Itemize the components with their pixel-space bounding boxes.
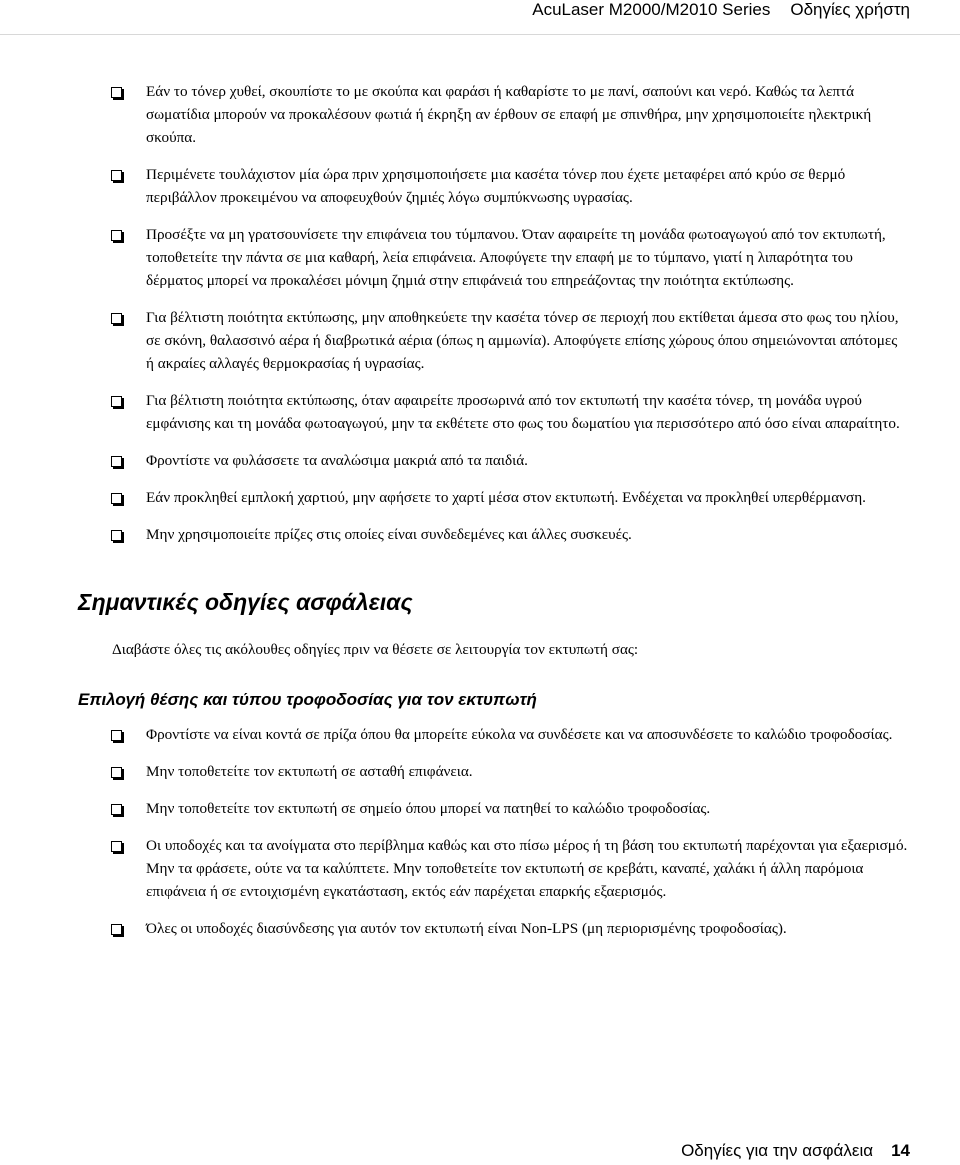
checkbox-bullet-icon xyxy=(111,396,122,407)
checkbox-bullet-icon xyxy=(111,87,122,98)
list-item xyxy=(78,797,908,820)
footer-chapter-title: Οδηγίες για την ασφάλεια xyxy=(681,1141,874,1160)
header-product-name: AcuLaser M2000/M2010 Series xyxy=(532,0,771,19)
header-guide-title: Οδηγίες χρήστη xyxy=(790,0,910,19)
list-item xyxy=(78,223,908,292)
list-item-text: Εάν προκληθεί εμπλοκή χαρτιού, μην αφήσετε το χαρτί μέσα στον εκτυπωτή. Ενδέχεται να προκληθεί υπερθέρμανση. xyxy=(146,489,866,506)
checkbox-bullet-icon xyxy=(111,313,122,324)
list-item xyxy=(78,449,908,472)
list-item xyxy=(78,389,908,435)
checkbox-bullet-icon xyxy=(111,804,122,815)
section-title: Σημαντικές οδηγίες ασφάλειας xyxy=(78,589,413,615)
list-item-text: Εάν το τόνερ χυθεί, σκουπίστε το με σκούπα και φαράσι ή καθαρίστε το με πανί, σαπούνι και νερό. Καθώς τα λεπτά σωματίδια μπορούν να προκαλέσουν φωτιά ή έκρηξη αν έρθουν σε επαφή με σπινθήρα, μην χρησιμοποιείτε ηλεκτρική σκούπα. xyxy=(146,83,872,146)
checkbox-bullet-icon xyxy=(111,924,122,935)
checkbox-bullet-icon xyxy=(111,841,122,852)
list-item xyxy=(78,723,908,746)
checkbox-bullet-icon xyxy=(111,730,122,741)
list-item-text: Για βέλτιστη ποιότητα εκτύπωσης, μην αποθηκεύετε την κασέτα τόνερ σε περιοχή που εκτίθεται άμεσα στο φως του ηλίου, σε σκόνη, θαλασσινό αέρα ή διαβρωτικά αέρια (όπως η αμμωνία). Αποφύγετε επίσης χώρους όπου σημειώνονται απότομες ή ακραίες αλλαγές θερμοκρασίας ή υγρασίας. xyxy=(146,309,899,372)
toner-handling-list xyxy=(78,80,908,546)
list-item xyxy=(78,523,908,546)
list-item-text: Περιμένετε τουλάχιστον μία ώρα πριν χρησιμοποιήσετε μια κασέτα τόνερ που έχετε μεταφέρει από κρύο σε θερμό περιβάλλον προκειμένου να αποφευχθούν ζημιές λόγω συμπύκνωσης υγρασίας. xyxy=(146,166,846,206)
list-item-text: Μην τοποθετείτε τον εκτυπωτή σε σημείο όπου μπορεί να πατηθεί το καλώδιο τροφοδοσίας. xyxy=(146,800,711,817)
list-item xyxy=(78,917,908,940)
list-item xyxy=(78,306,908,375)
checkbox-bullet-icon xyxy=(111,230,122,241)
list-item xyxy=(78,80,908,149)
list-item xyxy=(78,163,908,209)
page-number: 14 xyxy=(891,1141,910,1160)
checkbox-bullet-icon xyxy=(111,170,122,181)
placement-list xyxy=(78,723,908,940)
list-item-text: Μην τοποθετείτε τον εκτυπωτή σε ασταθή επιφάνεια. xyxy=(146,763,473,780)
checkbox-bullet-icon xyxy=(111,767,122,778)
list-item xyxy=(78,760,908,783)
section-intro: Διαβάστε όλες τις ακόλουθες οδηγίες πριν να θέσετε σε λειτουργία τον εκτυπωτή σας: xyxy=(112,641,639,658)
list-item-text: Μην χρησιμοποιείτε πρίζες στις οποίες είναι συνδεδεμένες και άλλες συσκευές. xyxy=(146,526,632,543)
checkbox-bullet-icon xyxy=(111,530,122,541)
list-item xyxy=(78,486,908,509)
page-footer xyxy=(681,1141,910,1161)
list-item-text: Όλες οι υποδοχές διασύνδεσης για αυτόν τον εκτυπωτή είναι Non-LPS (μη περιορισμένης τροφοδοσίας). xyxy=(146,920,787,937)
subsection-title: Επιλογή θέσης και τύπου τροφοδοσίας για τον εκτυπωτή xyxy=(78,690,537,709)
list-item-text: Για βέλτιστη ποιότητα εκτύπωσης, όταν αφαιρείτε προσωρινά από τον εκτυπωτή την κασέτα τόνερ, τη μονάδα υγρού εμφάνισης και τη μονάδα φωτοαγωγού, μην τα εκθέτετε στο φως του δωματίου για περισσότερο από όσο είναι απαραίτητο. xyxy=(146,392,900,432)
list-item-text: Φροντίστε να είναι κοντά σε πρίζα όπου θα μπορείτε εύκολα να συνδέσετε και να αποσυνδέσετε το καλώδιο τροφοδοσίας. xyxy=(146,726,893,743)
checkbox-bullet-icon xyxy=(111,456,122,467)
page-content xyxy=(78,80,908,954)
page-header xyxy=(532,0,910,20)
header-divider xyxy=(0,34,960,35)
list-item-text: Προσέξτε να μη γρατσουνίσετε την επιφάνεια του τύμπανου. Όταν αφαιρείτε τη μονάδα φωτοαγωγού από τον εκτυπωτή, τοποθετείτε την πάντα σε μια καθαρή, λεία επιφάνεια. Αποφύγετε την επαφή με το τύμπανο, γιατί η λιπαρότητα του δέρματος μπορεί να προκαλέσει μόνιμη ζημιά στην επιφάνειά του επηρεάζοντας την ποιότητα εκτύπωσης. xyxy=(146,226,886,289)
list-item-text: Οι υποδοχές και τα ανοίγματα στο περίβλημα καθώς και στο πίσω μέρος ή τη βάση του εκτυπωτή παρέχονται για εξαερισμό. Μην τα φράσετε, ούτε να τα καλύπτετε. Μην τοποθετείτε τον εκτυπωτή σε κρεβάτι, καναπέ, χαλάκι ή άλλη παρόμοια επιφάνεια ή σε εντοιχισμένη εγκατάσταση, εκτός εάν παρέχεται επαρκής εξαερισμός. xyxy=(146,837,908,900)
list-item xyxy=(78,834,908,903)
checkbox-bullet-icon xyxy=(111,493,122,504)
list-item-text: Φροντίστε να φυλάσσετε τα αναλώσιμα μακριά από τα παιδιά. xyxy=(146,452,528,469)
